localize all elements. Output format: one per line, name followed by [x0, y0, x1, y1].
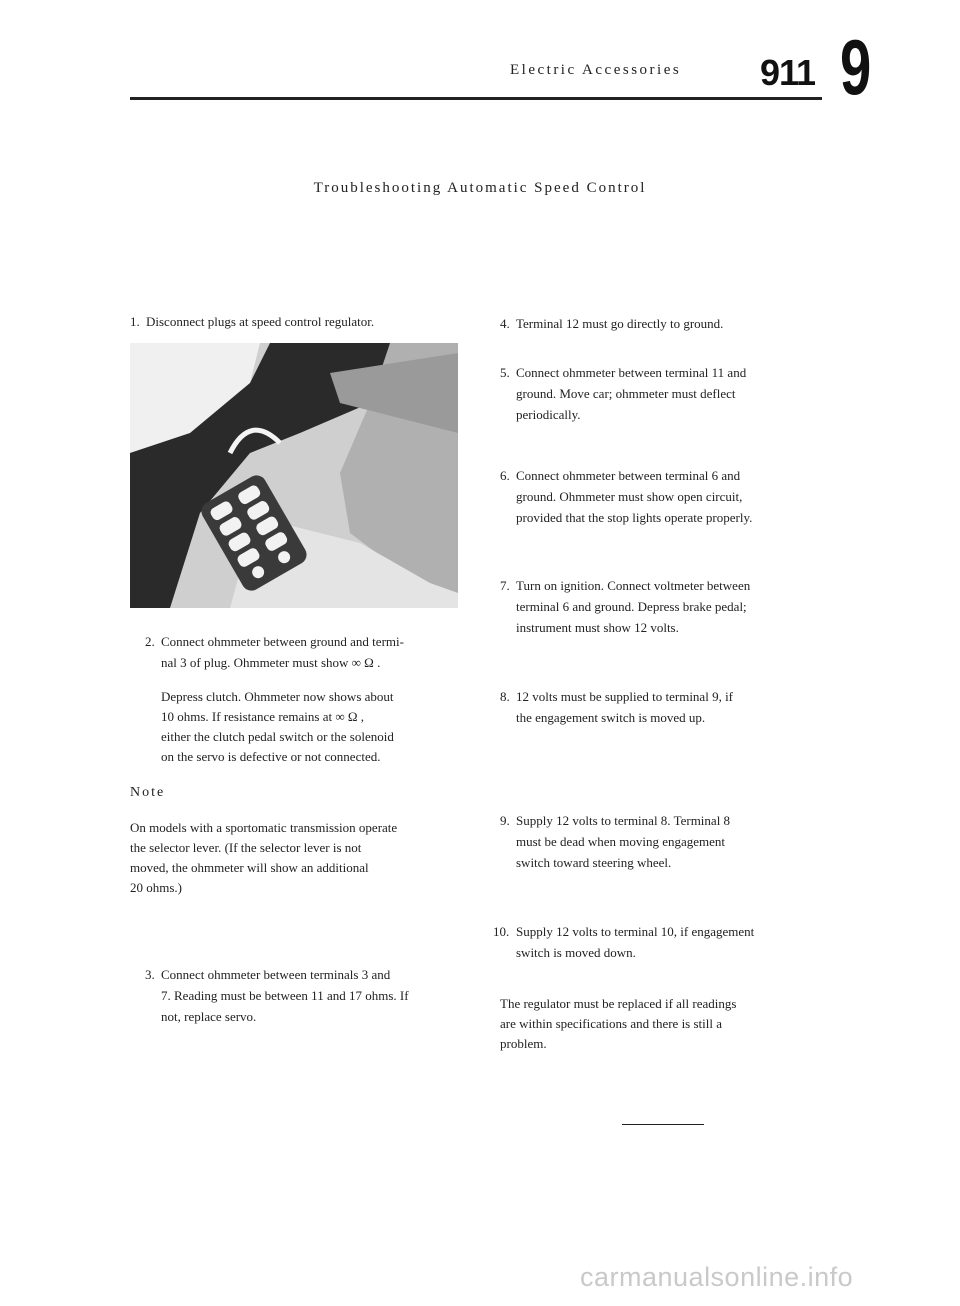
step-9 — [500, 810, 840, 873]
watermark: carmanualsonline.info — [580, 1262, 854, 1292]
step-text: Disconnect plugs at speed control regulator. — [146, 314, 375, 329]
step-8 — [500, 686, 840, 728]
step-text: Supply 12 volts to terminal 10, if engagement — [516, 924, 755, 939]
step-text: Connect ohmmeter between terminals 3 and — [161, 967, 391, 982]
step-number: 6. — [500, 468, 510, 483]
paragraph-line: on the servo is defective or not connected. — [161, 749, 381, 764]
step-number: 7. — [500, 578, 510, 593]
paragraph-line: Depress clutch. Ohmmeter now shows about — [161, 689, 394, 704]
section-title: Electric Accessories — [510, 62, 682, 78]
step-4 — [500, 313, 840, 334]
paragraph-line: problem. — [500, 1036, 547, 1051]
step-text: 7. Reading must be between 11 and 17 ohms. If — [161, 988, 409, 1003]
step-number: 9. — [500, 813, 510, 828]
page-title: Troubleshooting Automatic Speed Control — [313, 180, 647, 196]
step-text: ground. Move car; ohmmeter must deflect — [516, 386, 736, 401]
step-1 — [130, 311, 460, 332]
step-10 — [493, 921, 838, 963]
step-number: 1. — [130, 314, 140, 329]
step-6 — [500, 465, 840, 528]
step-text: nal 3 of plug. Ohmmeter must show ∞ Ω . — [161, 655, 381, 670]
step-text: Supply 12 volts to terminal 8. Terminal 8 — [516, 813, 731, 828]
photo-illustration — [130, 343, 458, 608]
step-number: 10. — [493, 924, 510, 939]
paragraph-line: the selector lever. (If the selector lever is not — [130, 840, 362, 855]
step-text: provided that the stop lights operate properly. — [516, 510, 753, 525]
step-text: not, replace servo. — [161, 1009, 257, 1024]
step-text: must be dead when moving engagement — [516, 834, 726, 849]
step-text: Connect ohmmeter between terminal 6 and — [516, 468, 741, 483]
step-3 — [145, 964, 475, 1027]
step-text: Connect ohmmeter between terminal 11 and — [516, 365, 747, 380]
step-number: 3. — [145, 967, 155, 982]
step-2 — [145, 631, 475, 673]
step-text: the engagement switch is moved up. — [516, 710, 706, 725]
note-label: Note — [130, 785, 166, 800]
paragraph-line: either the clutch pedal switch or the solenoid — [161, 729, 394, 744]
step-5 — [500, 362, 840, 425]
paragraph-line: The regulator must be replaced if all readings — [500, 996, 737, 1011]
paragraph-line: moved, the ohmmeter will show an additional — [130, 860, 369, 875]
step-text: Terminal 12 must go directly to ground. — [516, 316, 724, 331]
step-text: periodically. — [516, 407, 581, 422]
step-text: terminal 6 and ground. Depress brake pedal; — [516, 599, 747, 614]
step-text: Turn on ignition. Connect voltmeter between — [516, 578, 751, 593]
regulator-plug-photo — [130, 343, 458, 608]
step-number: 8. — [500, 689, 510, 704]
step-number: 4. — [500, 316, 510, 331]
header-rule — [130, 97, 822, 100]
step-text: Connect ohmmeter between ground and termi- — [161, 634, 404, 649]
note-text — [130, 818, 470, 898]
step-text: instrument must show 12 volts. — [516, 620, 679, 635]
step-text: switch is moved down. — [516, 945, 636, 960]
paragraph-line: 20 ohms.) — [130, 880, 182, 895]
step-number: 2. — [145, 634, 155, 649]
step-2-detail — [161, 687, 481, 767]
step-text: switch toward steering wheel. — [516, 855, 672, 870]
step-number: 5. — [500, 365, 510, 380]
step-text: ground. Ohmmeter must show open circuit, — [516, 489, 743, 504]
paragraph-line: are within specifications and there is still a — [500, 1016, 723, 1031]
final-note — [500, 994, 840, 1054]
paragraph-line: On models with a sportomatic transmission operate — [130, 820, 398, 835]
step-text: 12 volts must be supplied to terminal 9, if — [516, 689, 734, 704]
step-7 — [500, 575, 840, 638]
end-rule — [622, 1124, 704, 1125]
model-number: 911 — [760, 52, 816, 93]
chapter-number: 9 — [840, 23, 872, 111]
paragraph-line: 10 ohms. If resistance remains at ∞ Ω , — [161, 709, 365, 724]
